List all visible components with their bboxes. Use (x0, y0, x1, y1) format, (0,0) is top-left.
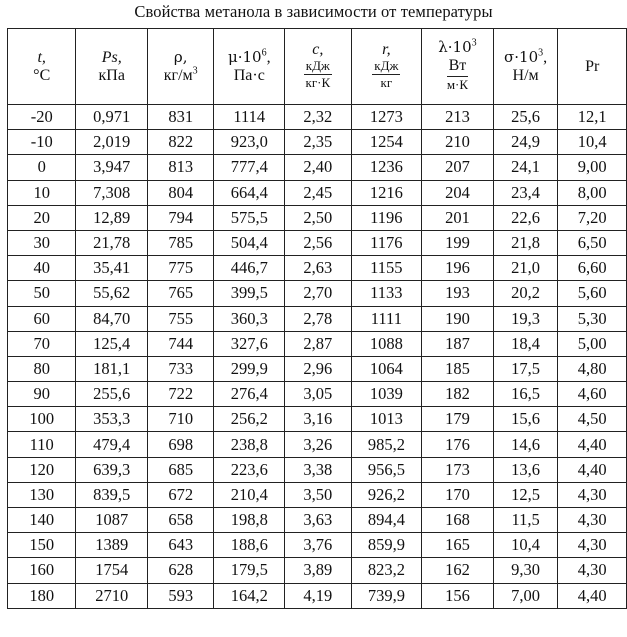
cell-t: 80 (8, 356, 76, 381)
cell-sigma: 11,5 (493, 508, 558, 533)
cell-mu: 777,4 (214, 155, 285, 180)
cell-rho: 794 (147, 205, 213, 230)
header-lambda-unit (447, 57, 469, 92)
table-body (8, 105, 627, 609)
cell-mu: 923,0 (214, 130, 285, 155)
cell-mu: 1114 (214, 105, 285, 130)
cell-r: 823,2 (351, 558, 422, 583)
header-c-symbol: c, (312, 40, 324, 58)
cell-c: 3,26 (285, 432, 352, 457)
cell-c: 2,63 (285, 256, 352, 281)
cell-rho: 643 (147, 533, 213, 558)
cell-r: 956,5 (351, 457, 422, 482)
table-row (8, 533, 627, 558)
header-ps (76, 29, 148, 105)
cell-pr: 6,60 (558, 256, 627, 281)
header-r-unit (372, 59, 400, 91)
cell-r: 739,9 (351, 583, 422, 608)
cell-pr: 7,20 (558, 205, 627, 230)
cell-r: 1216 (351, 180, 422, 205)
cell-t: 20 (8, 205, 76, 230)
cell-sigma: 17,5 (493, 356, 558, 381)
cell-pr: 4,40 (558, 457, 627, 482)
cell-c: 2,32 (285, 105, 352, 130)
cell-lambda: 199 (422, 230, 494, 255)
cell-r: 1273 (351, 105, 422, 130)
cell-ps: 2,019 (76, 130, 148, 155)
header-r (351, 29, 422, 105)
cell-pr: 12,1 (558, 105, 627, 130)
cell-rho: 672 (147, 482, 213, 507)
cell-c: 2,40 (285, 155, 352, 180)
cell-c: 2,70 (285, 281, 352, 306)
cell-c: 3,05 (285, 382, 352, 407)
cell-t: 150 (8, 533, 76, 558)
header-sigma-exp: 3 (538, 47, 544, 59)
header-rho (147, 29, 213, 105)
cell-ps: 3,947 (76, 155, 148, 180)
cell-rho: 628 (147, 558, 213, 583)
cell-sigma: 18,4 (493, 331, 558, 356)
table-row (8, 205, 627, 230)
cell-pr: 5,30 (558, 306, 627, 331)
cell-t: -10 (8, 130, 76, 155)
cell-r: 985,2 (351, 432, 422, 457)
cell-t: 70 (8, 331, 76, 356)
cell-sigma: 16,5 (493, 382, 558, 407)
cell-pr: 10,4 (558, 130, 627, 155)
cell-ps: 639,3 (76, 457, 148, 482)
table-title: Свойства метанола в зависимости от температуры (134, 2, 493, 21)
header-lambda-exp: 3 (471, 37, 477, 49)
cell-t: -20 (8, 105, 76, 130)
cell-mu: 575,5 (214, 205, 285, 230)
cell-r: 859,9 (351, 533, 422, 558)
header-r-symbol: r, (382, 40, 391, 58)
cell-lambda: 210 (422, 130, 494, 155)
header-lambda-unit-num: Вт (447, 57, 469, 77)
cell-rho: 744 (147, 331, 213, 356)
cell-lambda: 204 (422, 180, 494, 205)
header-mu-comma: , (266, 48, 271, 66)
table-row (8, 382, 627, 407)
cell-c: 4,19 (285, 583, 352, 608)
cell-c: 3,89 (285, 558, 352, 583)
cell-lambda: 156 (422, 583, 494, 608)
cell-r: 1254 (351, 130, 422, 155)
table-row (8, 230, 627, 255)
cell-ps: 1754 (76, 558, 148, 583)
header-sigma-unit: Н/м (512, 66, 539, 84)
cell-pr: 4,30 (558, 508, 627, 533)
cell-lambda: 187 (422, 331, 494, 356)
cell-rho: 804 (147, 180, 213, 205)
table-row (8, 432, 627, 457)
header-lambda-unit-den: м·К (446, 76, 469, 92)
cell-rho: 785 (147, 230, 213, 255)
cell-mu: 256,2 (214, 407, 285, 432)
cell-rho: 710 (147, 407, 213, 432)
table-row (8, 180, 627, 205)
cell-sigma: 24,1 (493, 155, 558, 180)
header-sigma (493, 29, 558, 105)
header-lambda-symbol: λ·10 (438, 38, 472, 57)
cell-sigma: 9,30 (493, 558, 558, 583)
cell-lambda: 176 (422, 432, 494, 457)
header-t-symbol: t, (37, 48, 46, 66)
header-t-unit: °C (33, 66, 51, 84)
table-row (8, 508, 627, 533)
cell-ps: 125,4 (76, 331, 148, 356)
cell-ps: 479,4 (76, 432, 148, 457)
cell-t: 30 (8, 230, 76, 255)
cell-lambda: 182 (422, 382, 494, 407)
cell-sigma: 25,6 (493, 105, 558, 130)
header-lambda (422, 29, 494, 105)
header-c-unit (304, 59, 332, 91)
cell-mu: 664,4 (214, 180, 285, 205)
cell-t: 90 (8, 382, 76, 407)
cell-rho: 831 (147, 105, 213, 130)
cell-mu: 446,7 (214, 256, 285, 281)
cell-r: 1133 (351, 281, 422, 306)
cell-lambda: 193 (422, 281, 494, 306)
header-t (8, 29, 76, 105)
cell-mu: 238,8 (214, 432, 285, 457)
cell-r: 1155 (351, 256, 422, 281)
cell-c: 2,56 (285, 230, 352, 255)
cell-c: 2,78 (285, 306, 352, 331)
header-c-unit-num: кДж (304, 59, 332, 76)
cell-ps: 181,1 (76, 356, 148, 381)
table-row (8, 407, 627, 432)
cell-ps: 1087 (76, 508, 148, 533)
header-row (8, 29, 627, 105)
header-mu-unit: Па·с (233, 66, 265, 84)
cell-sigma: 15,6 (493, 407, 558, 432)
cell-r: 1236 (351, 155, 422, 180)
cell-rho: 658 (147, 508, 213, 533)
cell-mu: 210,4 (214, 482, 285, 507)
cell-lambda: 173 (422, 457, 494, 482)
cell-mu: 327,6 (214, 331, 285, 356)
cell-pr: 6,50 (558, 230, 627, 255)
cell-mu: 360,3 (214, 306, 285, 331)
header-pr (558, 29, 627, 105)
cell-lambda: 162 (422, 558, 494, 583)
cell-rho: 722 (147, 382, 213, 407)
header-c-unit-den: кг·К (305, 75, 331, 91)
header-rho-exp: 3 (192, 65, 198, 77)
cell-mu: 164,2 (214, 583, 285, 608)
cell-pr: 4,40 (558, 583, 627, 608)
cell-rho: 813 (147, 155, 213, 180)
cell-pr: 4,30 (558, 558, 627, 583)
cell-sigma: 23,4 (493, 180, 558, 205)
header-rho-symbol: ρ, (173, 47, 188, 66)
cell-t: 160 (8, 558, 76, 583)
cell-ps: 0,971 (76, 105, 148, 130)
cell-r: 1064 (351, 356, 422, 381)
cell-lambda: 185 (422, 356, 494, 381)
header-mu-symbol: μ·10 (227, 47, 262, 66)
table-row (8, 482, 627, 507)
cell-t: 120 (8, 457, 76, 482)
header-sigma-symbol: σ·10 (504, 47, 539, 66)
cell-r: 926,2 (351, 482, 422, 507)
cell-pr: 4,40 (558, 432, 627, 457)
cell-t: 140 (8, 508, 76, 533)
table-row (8, 105, 627, 130)
header-c (285, 29, 352, 105)
cell-c: 3,50 (285, 482, 352, 507)
header-sigma-comma: , (543, 48, 548, 66)
cell-c: 2,96 (285, 356, 352, 381)
table-row (8, 256, 627, 281)
cell-pr: 8,00 (558, 180, 627, 205)
cell-rho: 698 (147, 432, 213, 457)
cell-mu: 198,8 (214, 508, 285, 533)
cell-t: 10 (8, 180, 76, 205)
cell-rho: 775 (147, 256, 213, 281)
header-r-unit-den: кг (380, 75, 393, 91)
table-row (8, 558, 627, 583)
cell-c: 2,35 (285, 130, 352, 155)
methanol-properties-table (7, 28, 627, 609)
cell-ps: 255,6 (76, 382, 148, 407)
header-r-unit-num: кДж (372, 59, 400, 76)
cell-t: 0 (8, 155, 76, 180)
cell-mu: 399,5 (214, 281, 285, 306)
cell-lambda: 179 (422, 407, 494, 432)
cell-r: 1196 (351, 205, 422, 230)
cell-rho: 685 (147, 457, 213, 482)
cell-pr: 9,00 (558, 155, 627, 180)
cell-c: 3,76 (285, 533, 352, 558)
cell-r: 1013 (351, 407, 422, 432)
cell-sigma: 7,00 (493, 583, 558, 608)
cell-ps: 353,3 (76, 407, 148, 432)
header-mu (214, 29, 285, 105)
header-pr-symbol: Pr (585, 57, 600, 75)
table-row (8, 155, 627, 180)
cell-mu: 504,4 (214, 230, 285, 255)
table-row (8, 356, 627, 381)
cell-t: 40 (8, 256, 76, 281)
header-ps-symbol: Ps, (101, 48, 122, 66)
table-row (8, 457, 627, 482)
cell-rho: 733 (147, 356, 213, 381)
cell-pr: 5,60 (558, 281, 627, 306)
cell-ps: 7,308 (76, 180, 148, 205)
cell-t: 100 (8, 407, 76, 432)
header-ps-unit: кПа (98, 66, 125, 84)
cell-c: 2,87 (285, 331, 352, 356)
cell-sigma: 12,5 (493, 482, 558, 507)
cell-ps: 55,62 (76, 281, 148, 306)
cell-mu: 276,4 (214, 382, 285, 407)
cell-ps: 35,41 (76, 256, 148, 281)
cell-lambda: 170 (422, 482, 494, 507)
cell-rho: 765 (147, 281, 213, 306)
cell-c: 2,50 (285, 205, 352, 230)
header-rho-unit: кг/м (163, 66, 193, 84)
cell-c: 2,45 (285, 180, 352, 205)
header-mu-exp: 6 (261, 47, 267, 59)
cell-c: 3,63 (285, 508, 352, 533)
cell-sigma: 10,4 (493, 533, 558, 558)
cell-r: 1039 (351, 382, 422, 407)
cell-ps: 2710 (76, 583, 148, 608)
table-row (8, 281, 627, 306)
cell-lambda: 196 (422, 256, 494, 281)
cell-mu: 188,6 (214, 533, 285, 558)
cell-ps: 84,70 (76, 306, 148, 331)
cell-r: 894,4 (351, 508, 422, 533)
cell-c: 3,16 (285, 407, 352, 432)
cell-sigma: 22,6 (493, 205, 558, 230)
table-row (8, 583, 627, 608)
cell-pr: 4,80 (558, 356, 627, 381)
cell-lambda: 207 (422, 155, 494, 180)
cell-ps: 21,78 (76, 230, 148, 255)
cell-t: 130 (8, 482, 76, 507)
cell-rho: 755 (147, 306, 213, 331)
cell-r: 1176 (351, 230, 422, 255)
cell-sigma: 21,8 (493, 230, 558, 255)
cell-r: 1088 (351, 331, 422, 356)
table-row (8, 306, 627, 331)
cell-lambda: 201 (422, 205, 494, 230)
cell-rho: 822 (147, 130, 213, 155)
cell-ps: 839,5 (76, 482, 148, 507)
cell-sigma: 14,6 (493, 432, 558, 457)
cell-sigma: 13,6 (493, 457, 558, 482)
table-row (8, 130, 627, 155)
cell-pr: 4,60 (558, 382, 627, 407)
cell-rho: 593 (147, 583, 213, 608)
cell-t: 60 (8, 306, 76, 331)
cell-sigma: 21,0 (493, 256, 558, 281)
table-row (8, 331, 627, 356)
cell-r: 1111 (351, 306, 422, 331)
cell-t: 180 (8, 583, 76, 608)
cell-mu: 223,6 (214, 457, 285, 482)
cell-sigma: 24,9 (493, 130, 558, 155)
cell-ps: 12,89 (76, 205, 148, 230)
cell-lambda: 190 (422, 306, 494, 331)
cell-t: 110 (8, 432, 76, 457)
cell-mu: 179,5 (214, 558, 285, 583)
cell-pr: 5,00 (558, 331, 627, 356)
cell-t: 50 (8, 281, 76, 306)
cell-sigma: 20,2 (493, 281, 558, 306)
cell-c: 3,38 (285, 457, 352, 482)
cell-sigma: 19,3 (493, 306, 558, 331)
cell-lambda: 168 (422, 508, 494, 533)
cell-pr: 4,30 (558, 482, 627, 507)
cell-mu: 299,9 (214, 356, 285, 381)
cell-lambda: 165 (422, 533, 494, 558)
cell-ps: 1389 (76, 533, 148, 558)
cell-lambda: 213 (422, 105, 494, 130)
cell-pr: 4,30 (558, 533, 627, 558)
cell-pr: 4,50 (558, 407, 627, 432)
